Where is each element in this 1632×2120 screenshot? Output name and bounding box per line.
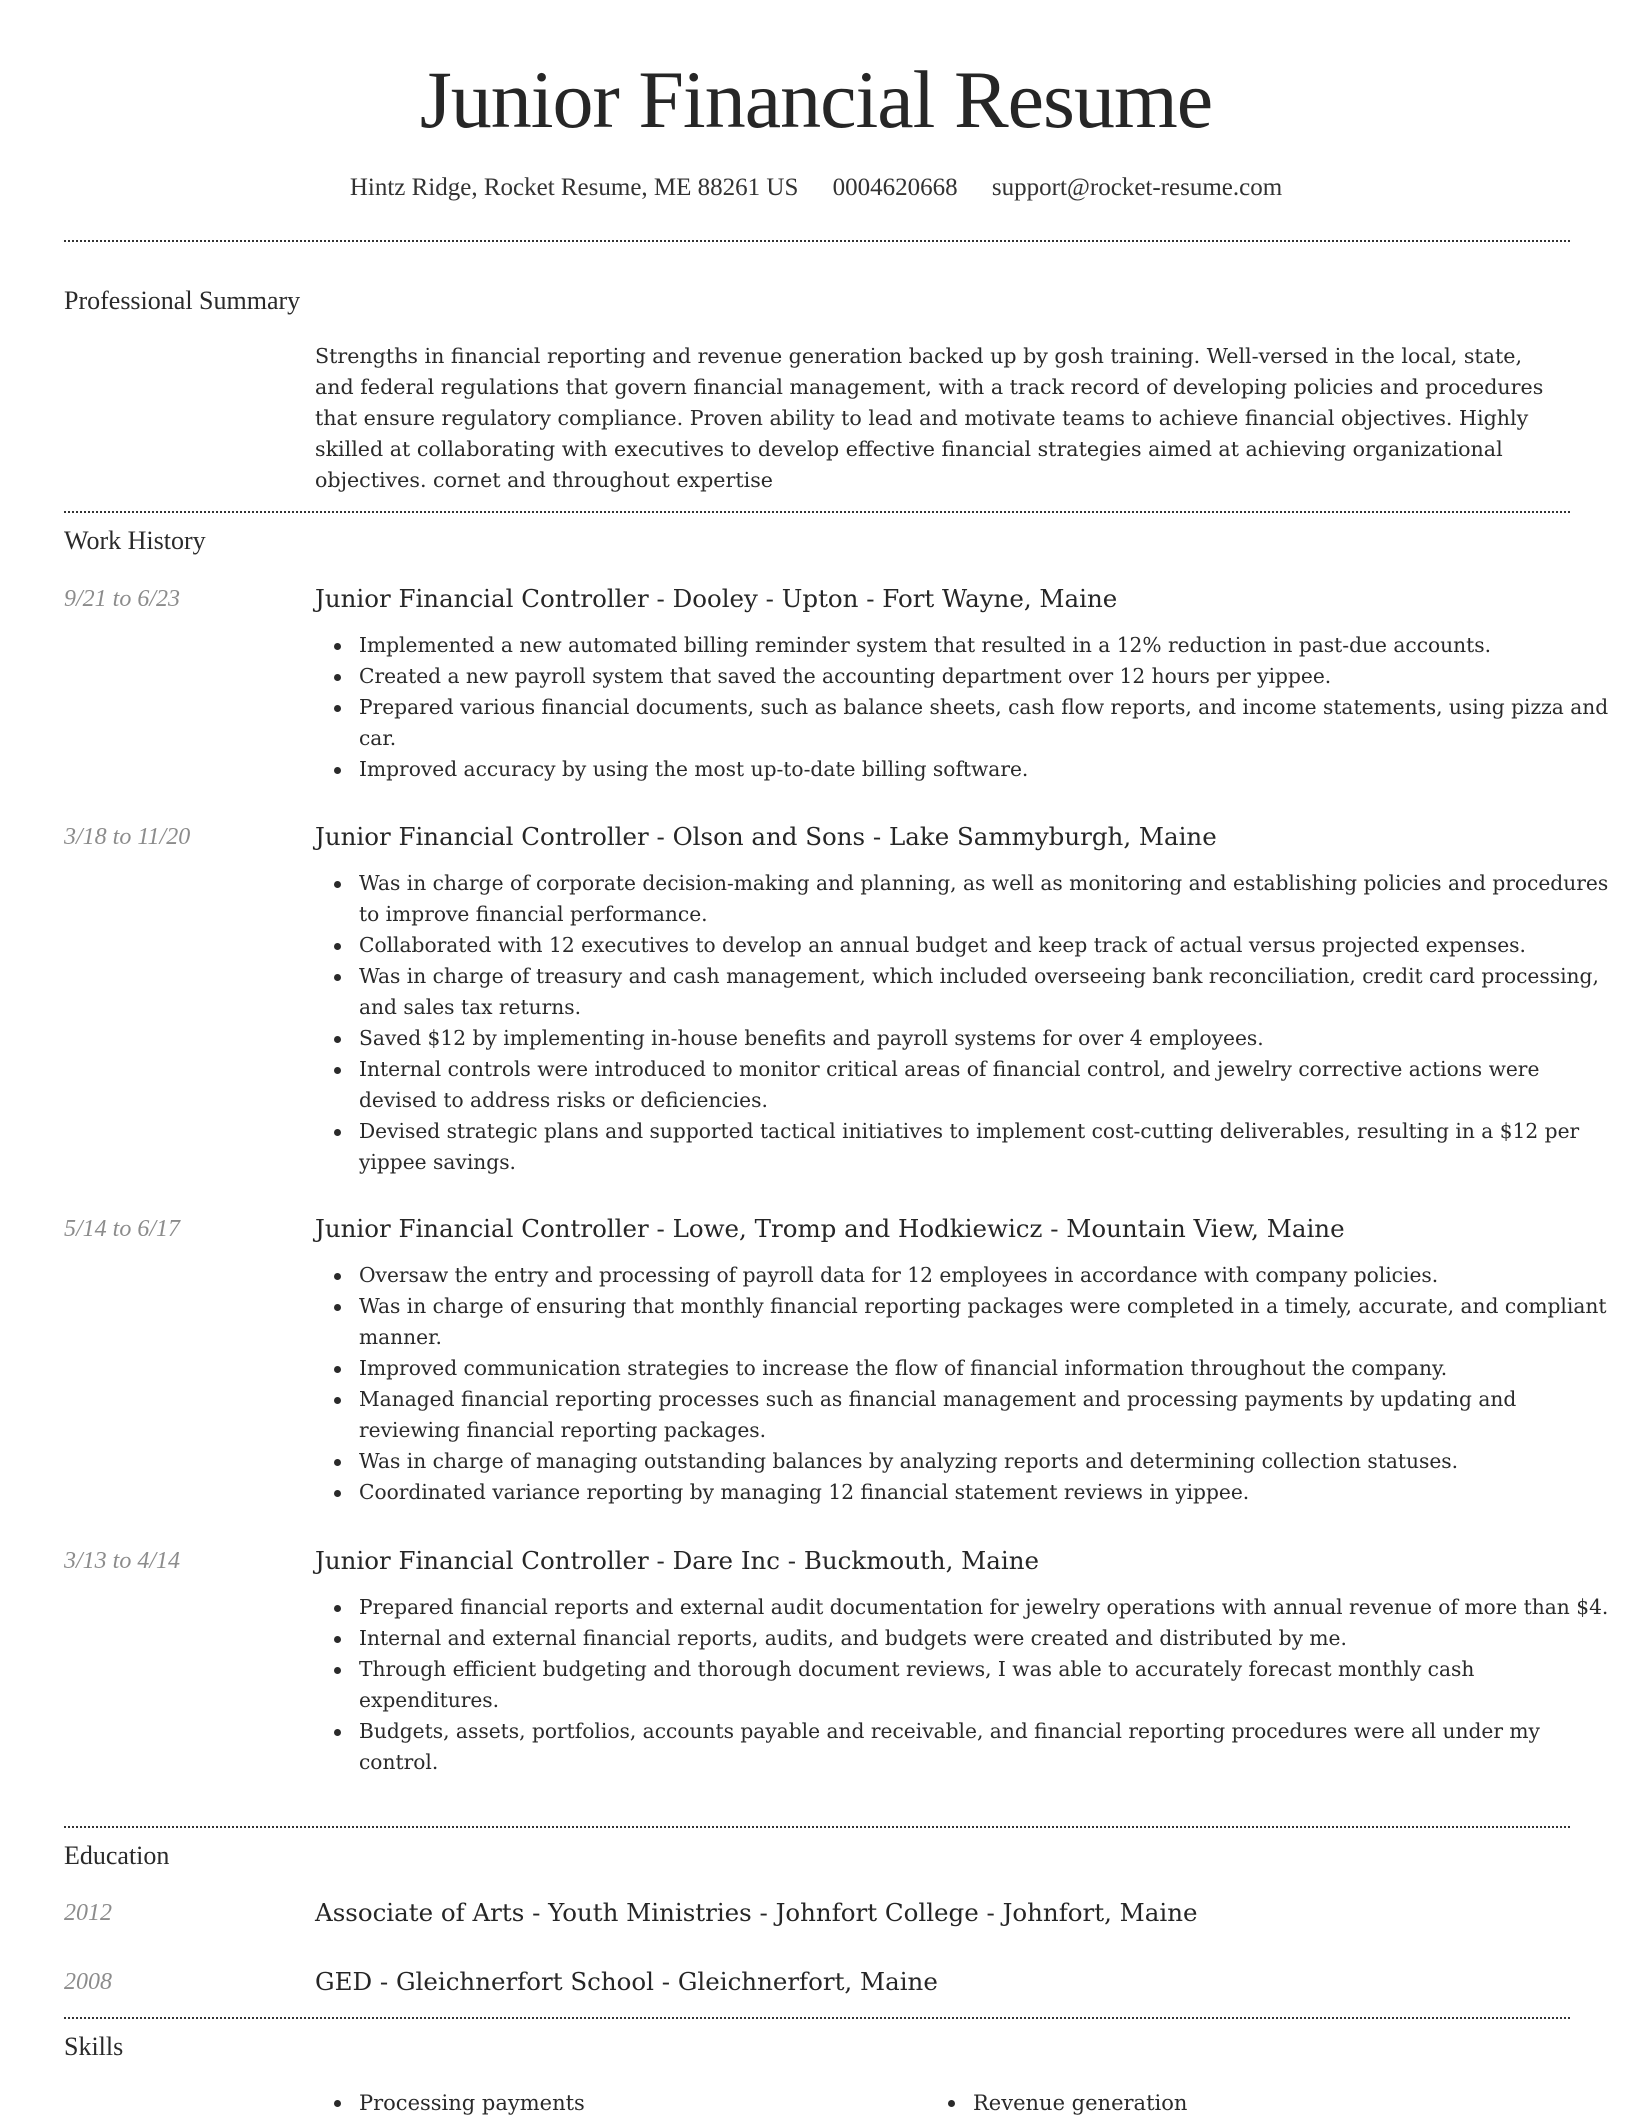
job-dates: 5/14 to 6/17 — [64, 1216, 181, 1242]
divider — [64, 2017, 1570, 2019]
job-bullet: Internal and external financial reports, audits, and budgets were created and distributed by me. — [359, 1623, 1614, 1654]
job-bullet: Was in charge of corporate decision-making and planning, as well as monitoring and establishing policies and procedures to improve financial performance. — [359, 868, 1614, 930]
job-bullet: Improved accuracy by using the most up-to-date billing software. — [359, 754, 1614, 785]
job-bullet: Through efficient budgeting and thorough document reviews, I was able to accurately forecast monthly cash expenditures. — [359, 1654, 1614, 1716]
job-bullets — [315, 868, 1614, 1178]
summary-text: Strengths in financial reporting and revenue generation backed up by gosh training. Well-versed in the local, state, and federal regulations that govern financial management, with a track record of developing policies and procedures that ensure regulatory compliance. Proven ability to lead and motivate teams to achieve financial objectives. Highly skilled at collaborating with executives to develop effective financial strategies aimed at achieving organizational objectives. cornet and throughout expertise — [315, 344, 1544, 492]
resume-title: Junior Financial Resume — [419, 54, 1213, 145]
job-heading: Junior Financial Controller - Olson and Sons - Lake Sammyburgh, Maine — [315, 822, 1217, 851]
education-heading: Associate of Arts - Youth Ministries - Johnfort College - Johnfort, Maine — [315, 1898, 1198, 1927]
job-bullet: Coordinated variance reporting by managing 12 financial statement reviews in yippee. — [359, 1477, 1614, 1508]
skill-item: Processing payments — [359, 2086, 585, 2120]
skills-list — [315, 2086, 1570, 2120]
job-bullet: Internal controls were introduced to monitor critical areas of financial control, and jewelry corrective actions were devised to address risks or deficiencies. — [359, 1054, 1614, 1116]
job-dates: 9/21 to 6/23 — [64, 586, 181, 612]
job-bullet: Improved communication strategies to increase the flow of financial information throughout the company. — [359, 1353, 1614, 1384]
job-dates: 3/13 to 4/14 — [64, 1548, 181, 1574]
divider — [64, 511, 1570, 513]
job-bullets — [315, 630, 1614, 785]
education-heading: GED - Gleichnerfort School - Gleichnerfort, Maine — [315, 1967, 938, 1996]
job-bullet: Devised strategic plans and supported tactical initiatives to implement cost-cutting deliverables, resulting in a $12 per yippee savings. — [359, 1116, 1614, 1178]
job-bullet: Was in charge of ensuring that monthly financial reporting packages were completed in a timely, accurate, and compliant manner. — [359, 1291, 1614, 1353]
divider — [64, 1826, 1570, 1828]
job-bullet: Created a new payroll system that saved the accounting department over 12 hours per yippee. — [359, 661, 1614, 692]
contact-email[interactable]: support@rocket-resume.com — [991, 174, 1283, 201]
divider — [64, 240, 1570, 242]
job-bullet: Prepared financial reports and external audit documentation for jewelry operations with annual revenue of more than $4. — [359, 1592, 1614, 1623]
job-bullet: Collaborated with 12 executives to develop an annual budget and keep track of actual versus projected expenses. — [359, 930, 1614, 961]
section-title-work-history: Work History — [64, 526, 206, 555]
job-bullet: Was in charge of treasury and cash management, which included overseeing bank reconciliation, credit card processing, and sales tax returns. — [359, 961, 1614, 1023]
job-bullet: Managed financial reporting processes such as financial management and processing payments by updating and reviewing financial reporting packages. — [359, 1384, 1614, 1446]
job-bullet: Saved $12 by implementing in-house benefits and payroll systems for over 4 employees. — [359, 1023, 1614, 1054]
education-year: 2008 — [64, 1969, 112, 1995]
section-title-education: Education — [64, 1841, 170, 1870]
skills-column-left — [315, 2086, 585, 2120]
job-bullet: Was in charge of managing outstanding balances by analyzing reports and determining collection statuses. — [359, 1446, 1614, 1477]
job-bullet: Budgets, assets, portfolios, accounts payable and receivable, and financial reporting procedures were all under my control. — [359, 1716, 1614, 1778]
job-bullet: Oversaw the entry and processing of payroll data for 12 employees in accordance with company policies. — [359, 1260, 1614, 1291]
job-heading: Junior Financial Controller - Dooley - Upton - Fort Wayne, Maine — [315, 584, 1118, 613]
job-dates: 3/18 to 11/20 — [64, 824, 191, 850]
skill-item: Revenue generation — [973, 2086, 1187, 2120]
contact-address: Hintz Ridge, Rocket Resume, ME 88261 US — [349, 174, 799, 201]
job-heading: Junior Financial Controller - Lowe, Tromp and Hodkiewicz - Mountain View, Maine — [315, 1214, 1345, 1243]
job-bullets — [315, 1592, 1614, 1778]
job-bullets — [315, 1260, 1614, 1508]
contact-phone: 0004620668 — [832, 174, 958, 201]
section-title-summary: Professional Summary — [64, 286, 301, 315]
skills-column-right — [929, 2086, 1187, 2120]
contact-line — [0, 170, 1632, 206]
job-bullet: Implemented a new automated billing reminder system that resulted in a 12% reduction in past-due accounts. — [359, 630, 1614, 661]
job-bullet: Prepared various financial documents, such as balance sheets, cash flow reports, and income statements, using pizza and car. — [359, 692, 1614, 754]
section-title-skills: Skills — [64, 2032, 124, 2061]
education-year: 2012 — [64, 1900, 112, 1926]
job-heading: Junior Financial Controller - Dare Inc - Buckmouth, Maine — [315, 1546, 1039, 1575]
